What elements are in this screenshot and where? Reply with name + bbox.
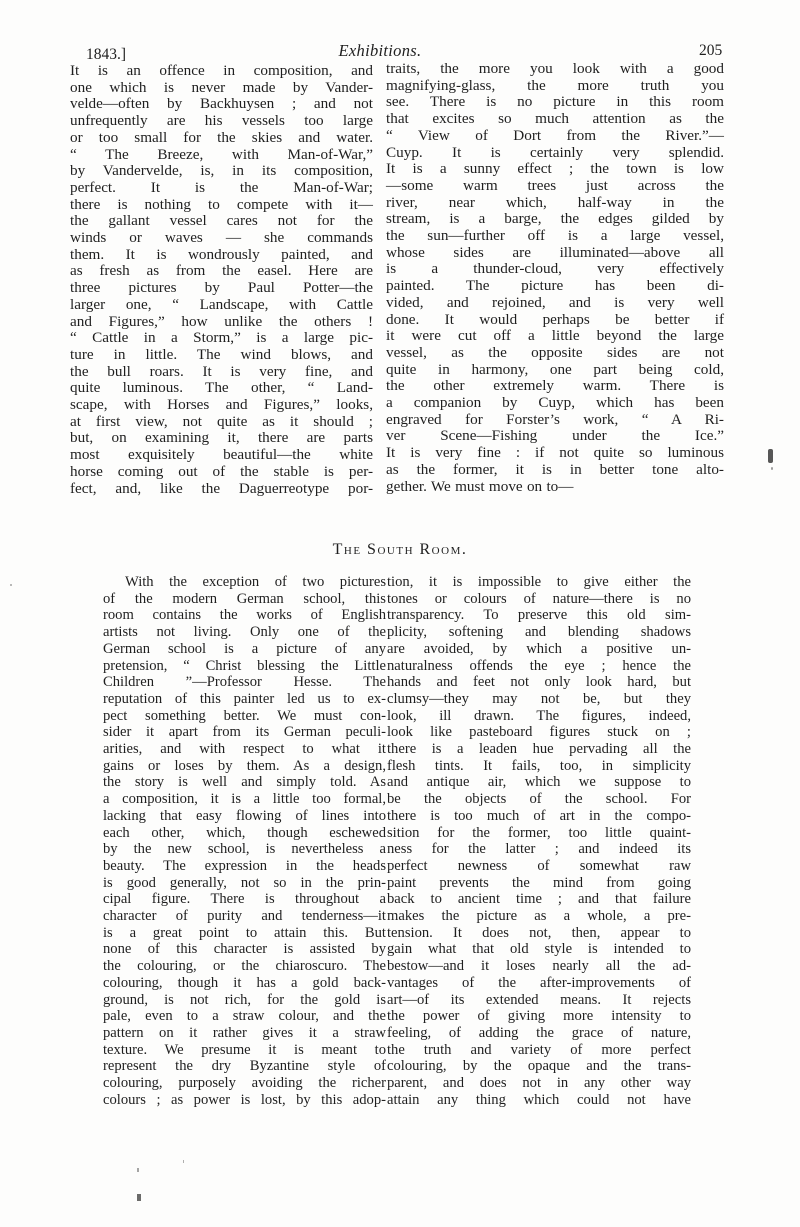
text-line: by the new school, is nevertheless a (103, 841, 386, 858)
text-line: ture in little. The wind blows, and (70, 345, 373, 363)
section2-right-column (387, 574, 691, 1109)
text-line: but, on examining it, there are parts (70, 429, 373, 447)
text-line: texture. We presume it is meant to (103, 1041, 386, 1058)
text-line: flesh tints. It fails, too, in simplicity (387, 757, 691, 774)
text-line: painted. The picture has been di- (386, 277, 724, 295)
text-line: attain any thing which could not have (387, 1091, 691, 1108)
text-line: colours ; as power is lost, by this adop- (103, 1091, 386, 1108)
text-line: beauty. The expression in the heads (103, 857, 386, 874)
text-line: horse coming out of the stable is per- (70, 462, 373, 480)
text-line: German school is a picture of any (103, 640, 386, 657)
text-line: paint prevents the mind from going (387, 874, 691, 891)
text-line: cipal figure. There is throughout a (103, 891, 386, 908)
text-line: winds or waves — she commands (70, 229, 373, 247)
text-line: tension. It does not, then, appear to (387, 924, 691, 941)
text-line: is a thunder-cloud, very effectively (386, 260, 724, 278)
text-line: With the exception of two pictures (125, 574, 386, 590)
section-heading-south-room: The South Room. (332, 541, 468, 558)
text-line: back to ancient time ; and that failure (387, 891, 691, 908)
text-line: “ Cattle in a Storm,” is a large pic- (70, 329, 373, 347)
text-line: lacking that easy flowing of lines into (103, 807, 386, 824)
text-line: reputation of this painter led us to ex- (103, 690, 386, 707)
text-line: them. It is wondrously painted, and (70, 245, 373, 263)
text-line: perfect. It is the Man-of-War; (70, 178, 373, 196)
section2-left-column (103, 574, 386, 1109)
text-line: sider it apart from its German peculi- (103, 724, 386, 741)
text-line: makes the picture as a whole, a pre- (387, 908, 691, 925)
text-line: river, near which, half-way in the (386, 193, 724, 211)
text-line: and Figures,” how unlike the others ! (70, 312, 373, 330)
section1-right-column (386, 61, 724, 495)
text-line: the gallant vessel cares not for the (70, 212, 373, 230)
text-line: character of purity and tenderness—it (103, 908, 386, 925)
text-line: vantages of the after-improvements of (387, 974, 691, 991)
text-line: perfect newness of somewhat raw (387, 857, 691, 874)
text-line: look like pasteboard figures stuck on ; (387, 724, 691, 741)
text-line: as the former, it is in better tone alto- (386, 460, 724, 478)
text-line: arities, and with respect to what it (103, 741, 386, 758)
text-line: pretension, “ Christ blessing the Little (103, 657, 386, 674)
text-line: there is nothing to compete with it— (70, 195, 373, 213)
text-line: stream, is a barge, the edges gilded by (386, 210, 724, 228)
text-line: tion, it is impossible to give either the (387, 574, 691, 590)
text-line: a composition, it is a little too formal, (103, 791, 386, 808)
text-line: sition for the former, too little quaint- (387, 824, 691, 841)
text-line: as fresh as from the easel. Here are (70, 262, 373, 280)
text-line: a companion by Cuyp, which has been (386, 394, 724, 412)
text-line: none of this character is assisted by (103, 941, 386, 958)
text-line: colouring, by the opaque and the trans- (387, 1058, 691, 1075)
text-line: It is very fine : if not quite so luminous (386, 444, 724, 462)
text-line: gether. We must move on to— (386, 477, 574, 495)
text-line: plicity, softening and blending shadows (387, 624, 691, 641)
text-line: feeling, of adding the grace of nature, (387, 1024, 691, 1041)
text-line: vessel, as the opposite sides are not (386, 343, 724, 361)
ink-speck (137, 1194, 141, 1201)
header-running-title: Exhibitions. (338, 41, 422, 60)
text-line: gains or loses by them. As a design, (103, 757, 386, 774)
text-line: whose sides are illuminated—above all (386, 243, 724, 261)
text-line: room contains the works of English (103, 607, 386, 624)
text-line: It is an offence in composition, and (70, 62, 373, 79)
text-line: are avoided, by which a positive un- (387, 640, 691, 657)
text-line: one which is never made by Vander- (70, 78, 373, 96)
header-page-number: 205 (699, 42, 723, 59)
text-line: is good generally, not so in the prin- (103, 874, 386, 891)
text-line: fect, and, like the Daguerreotype por- (70, 479, 373, 497)
text-line: the story is well and simply told. As (103, 774, 386, 791)
text-line: represent the dry Byzantine style of (103, 1058, 386, 1075)
text-line: larger one, “ Landscape, with Cattle (70, 295, 373, 313)
text-line: clumsy—they may not be, but they (387, 690, 691, 707)
text-line: naturalness offends the eye ; hence the (387, 657, 691, 674)
text-line: art—of its extended means. It rejects (387, 991, 691, 1008)
ink-speck (137, 1168, 139, 1172)
text-line: gain what that old style is intended to (387, 941, 691, 958)
text-line: the sun—further off is a large vessel, (386, 227, 724, 245)
text-line: ver Scene—Fishing under the Ice.” (386, 427, 724, 445)
text-line: pattern on it rather gives it a straw (103, 1024, 386, 1041)
text-line: ground, is not rich, for the gold is (103, 991, 386, 1008)
text-line: Cuyp. It is certainly very splendid. (386, 143, 724, 161)
ink-speck (183, 1160, 184, 1163)
text-line: each other, which, though eschewed (103, 824, 386, 841)
text-line: at first view, not quite as it should ; (70, 412, 373, 430)
text-line: parent, and does not in any other way (387, 1075, 691, 1092)
text-line: there is too much of art in the compo- (387, 807, 691, 824)
text-line: engraved for Forster’s work, “ A Ri- (386, 410, 724, 428)
section1-left-column (70, 63, 373, 497)
text-line: traits, the more you look with a good (386, 60, 724, 77)
text-line: quite luminous. The other, “ Land- (70, 379, 373, 397)
header-year: 1843.] (86, 46, 127, 63)
text-line: colouring, purposely avoiding the richer (103, 1075, 386, 1092)
text-line: vided, and rejoined, and is very well (386, 293, 724, 311)
text-line: artists not living. Only one of the (103, 624, 386, 641)
text-line: most exquisitely beautiful—the white (70, 446, 373, 464)
text-line: there is a leaden hue pervading all the (387, 741, 691, 758)
ink-speck (768, 449, 773, 463)
text-line: the bull roars. It is very fine, and (70, 362, 373, 380)
text-line: is a great point to attain this. But (103, 924, 386, 941)
text-line: that excites so much attention as the (386, 110, 724, 128)
text-line: the colouring, or the chiaroscuro. The (103, 958, 386, 975)
text-line: see. There is no picture in this room (386, 93, 724, 111)
text-line: Children ”—Professor Hesse. The (103, 674, 386, 691)
text-line: be the objects of the school. For (387, 791, 691, 808)
text-line: the power of giving more intensity to (387, 1008, 691, 1025)
text-line: “ View of Dort from the River.”— (386, 126, 724, 144)
text-line: quite in harmony, one part being cold, (386, 360, 724, 378)
text-line: ness for the latter ; and indeed its (387, 841, 691, 858)
text-line: the other extremely warm. There is (386, 377, 724, 395)
text-line: of the modern German school, this (103, 590, 386, 607)
text-line: colouring, though it has a gold back- (103, 974, 386, 991)
text-line: —some warm trees just across the (386, 176, 724, 194)
text-line: hands and feet not only look hard, but (387, 674, 691, 691)
text-line: pect something better. We must con- (103, 707, 386, 724)
text-line: look, ill drawn. The figures, indeed, (387, 707, 691, 724)
text-line: transparency. To preserve this old sim- (387, 607, 691, 624)
text-line: three pictures by Paul Potter—the (70, 279, 373, 297)
text-line: It is a sunny effect ; the town is low (386, 160, 724, 178)
text-line: and antique air, which we suppose to (387, 774, 691, 791)
text-line: scape, with Horses and Figures,” looks, (70, 396, 373, 414)
text-line: bestow—and it loses nearly all the ad- (387, 958, 691, 975)
ink-speck (10, 584, 12, 586)
ink-speck (771, 467, 773, 470)
text-line: magnifying-glass, the more truth you (386, 76, 724, 94)
text-line: pale, even to a straw colour, and the (103, 1008, 386, 1025)
text-line: “ The Breeze, with Man-of-War,” (70, 145, 373, 163)
text-line: velde—often by Backhuysen ; and not (70, 95, 373, 113)
text-line: unfrequently are his vessels too large (70, 112, 373, 130)
text-line: it were cut off a little beyond the large (386, 327, 724, 345)
text-line: the truth and variety of more perfect (387, 1041, 691, 1058)
text-line: or too small for the skies and water. (70, 128, 373, 146)
text-line: by Vandervelde, is, in its composition, (70, 162, 373, 180)
text-line: tones or colours of nature—there is no (387, 590, 691, 607)
text-line: done. It would perhaps be better if (386, 310, 724, 328)
